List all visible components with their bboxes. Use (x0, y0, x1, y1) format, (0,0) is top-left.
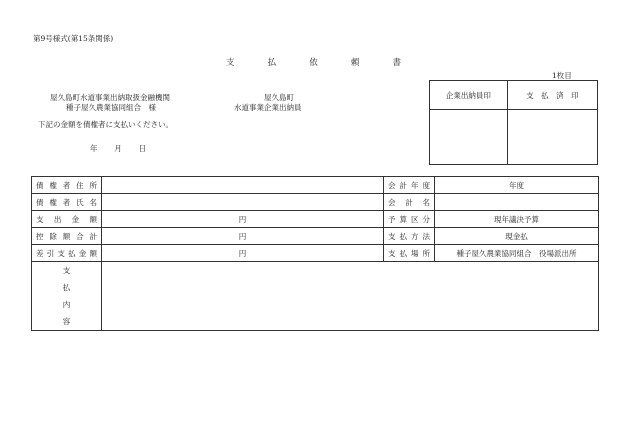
stamp-box (429, 80, 598, 165)
table-row (32, 262, 599, 331)
net-payment-label: 差引支払金額 (32, 245, 102, 262)
creditor-name-field[interactable] (102, 194, 384, 211)
payment-content-area[interactable] (102, 262, 599, 331)
budget-category-value[interactable]: 現年議決予算 (435, 211, 599, 228)
issuer-cashier: 水道事業企業出納員 (234, 103, 302, 112)
table-row (32, 177, 599, 194)
document-title (226, 56, 401, 68)
issuer-town: 屋久島町 (264, 93, 294, 102)
deduction-total-label: 控除額合計 (32, 228, 102, 245)
table-row (32, 211, 599, 228)
fiscal-year-label: 会計年度 (384, 177, 435, 194)
content-label-char: 支 (62, 266, 71, 275)
title-char: 頼 (350, 58, 360, 68)
creditor-address-field[interactable] (102, 177, 384, 194)
content-label-char: 容 (62, 317, 71, 326)
deduction-total-field[interactable]: 円 (102, 228, 384, 245)
payment-method-value[interactable]: 現金払 (435, 228, 599, 245)
net-payment-field[interactable]: 円 (102, 245, 384, 262)
table-row (32, 194, 599, 211)
payer-bank: 屋久島町水道事業出納取扱金融機関 (50, 93, 170, 102)
account-name-value[interactable] (435, 194, 599, 211)
instruction-text: 下記の金額を債権者に支払いください。 (38, 120, 173, 129)
form-number: 第9号様式(第15条関係) (33, 34, 114, 43)
title-char: 支 (226, 58, 235, 68)
payment-table (31, 176, 599, 331)
fiscal-year-value[interactable]: 年度 (435, 177, 599, 194)
content-label-char: 内 (62, 300, 71, 309)
account-name-label: 会計名 (384, 194, 435, 211)
content-label-char: 払 (62, 283, 71, 292)
title-char: 払 (267, 58, 277, 68)
title-char: 書 (392, 58, 401, 68)
creditor-name-label: 債権者氏名 (32, 194, 102, 211)
date-day: 日 (138, 144, 146, 153)
seal-area[interactable] (430, 110, 508, 165)
payment-method-label: 支払方法 (384, 228, 435, 245)
date-month: 月 (114, 144, 122, 153)
payment-content-label (32, 262, 102, 331)
paid-area[interactable] (507, 110, 597, 165)
payment-place-label: 支払場所 (384, 245, 435, 262)
date-line (90, 143, 146, 154)
table-row (32, 245, 599, 262)
budget-category-label: 予算区分 (384, 211, 435, 228)
table-row (32, 228, 599, 245)
expenditure-amount-field[interactable]: 円 (102, 211, 384, 228)
sheet-count: 1枚目 (552, 71, 572, 80)
expenditure-amount-label: 支出金額 (32, 211, 102, 228)
title-char: 依 (309, 58, 318, 68)
payer-coop: 種子屋久農業協同組合 様 (66, 103, 156, 112)
paid-label: 支 払 済 印 (507, 81, 597, 110)
date-year: 年 (90, 144, 98, 153)
creditor-address-label: 債権者住所 (32, 177, 102, 194)
seal-label: 企業出納員印 (430, 81, 508, 110)
payment-place-value[interactable]: 種子屋久農業協同組合 役場派出所 (435, 245, 599, 262)
